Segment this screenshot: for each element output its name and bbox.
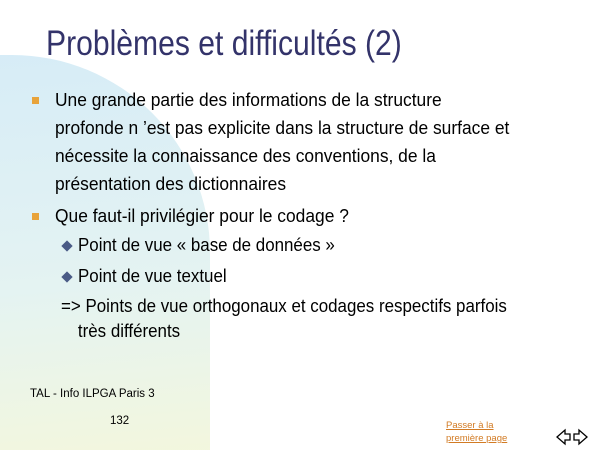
- conclusion-text-line2: très différents: [77, 321, 181, 341]
- slide-title: Problèmes et difficultés (2): [46, 24, 402, 63]
- double-arrow-navigation-icon[interactable]: [556, 428, 588, 446]
- square-bullet-icon: [32, 97, 39, 104]
- first-page-link-line2: première page: [446, 433, 508, 444]
- diamond-bullet-icon: [61, 240, 72, 251]
- square-bullet-icon: [32, 213, 39, 220]
- first-page-link-line1: Passer à la: [446, 420, 494, 431]
- conclusion-text-line1: => Points de vue orthogonaux et codages respectifs parfois: [61, 296, 507, 316]
- page-number: 132: [110, 415, 130, 427]
- conclusion-line: [30, 294, 570, 344]
- bullet-text: Une grande partie des informations de la structure profonde n ’est pas explicite dans la structure de surface et nécessite la connaissance des conventions, de la présentation des dictionnaires: [55, 89, 510, 194]
- sub-bullet-item-2: [30, 261, 570, 292]
- sub-bullet-item-1: [30, 230, 570, 261]
- bullet-text: Que faut-il privilégier pour le codage ?: [55, 205, 349, 226]
- diamond-bullet-icon: [61, 271, 72, 282]
- bullet-list: [30, 86, 570, 344]
- sub-bullet-text: Point de vue textuel: [78, 266, 227, 286]
- first-page-link[interactable]: [446, 419, 507, 445]
- sub-bullet-text: Point de vue « base de données »: [78, 235, 335, 255]
- bullet-item-1: [30, 86, 570, 198]
- footer-text: TAL - Info ILPGA Paris 3: [30, 388, 155, 400]
- bullet-item-2: [30, 202, 570, 230]
